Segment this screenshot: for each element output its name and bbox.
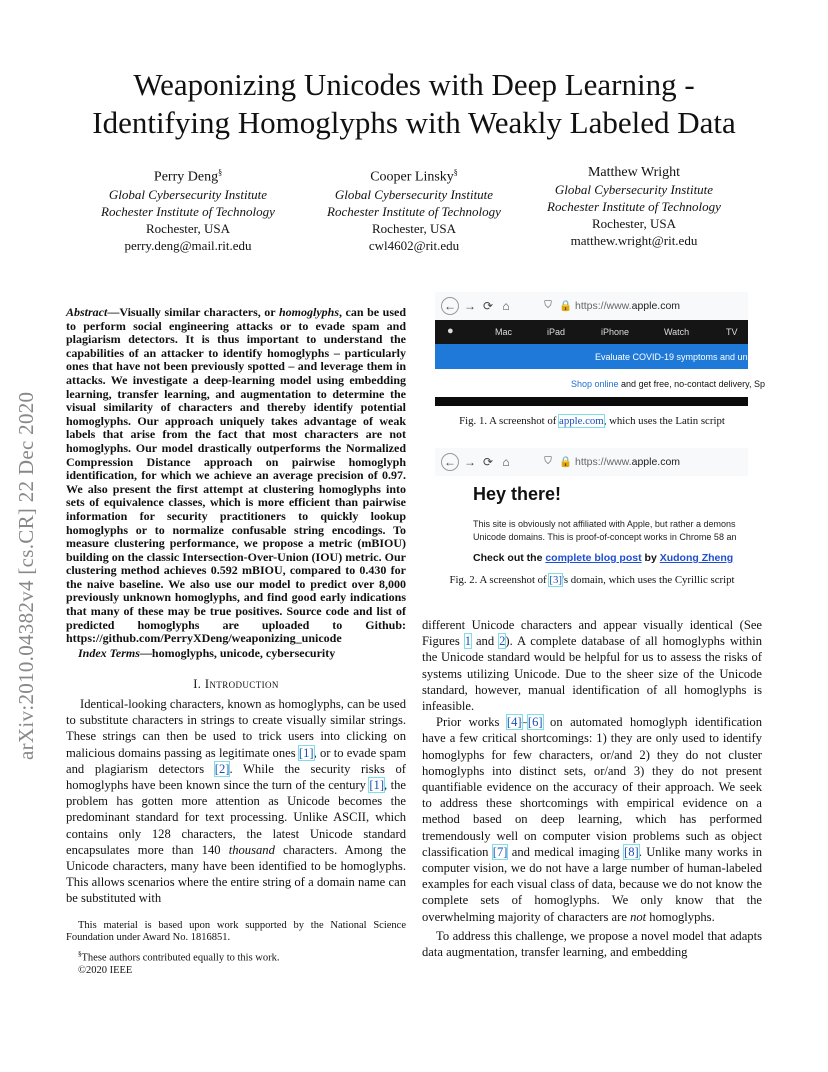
address-bar[interactable]: 🔒 https://www.apple.com <box>559 300 681 312</box>
citation-link[interactable]: [7] <box>492 844 508 859</box>
promo-strip: Shop online and get free, no-contact delivery, Sp <box>571 379 765 389</box>
abstract-text: , can be used to perform social engineering attacks or to evade spam and plagiarism detectors. It is thus important to understand the capabilities of an attacker to identify homoglyphs – particularly ones that have not been previously spotted – and leverage them in attacks. We investigate a deep-learning model using embedding learning, transfer learning, and augmentation to determine the visual similarity of characters and thereby identify potential homoglyphs. Our approach uniquely takes advantage of weak labels that arise from the fact that most characters are not homoglyphs. Our model drastically outperforms the Normalized Compression Distance approach on pairwise homoglyph identification, for which we achieve an average precision of 0.97. We also present the first attempt at clustering homoglyphs into sets of equivalence classes, which is more efficient than pairwise information for security practitioners to quickly lookup homoglyphs or to normalize confusable string encodings. To measure clustering performance, we propose a metric (mBIOU) building on the classic Intersection-Over-Union (IOU) metric. Our clustering method achieves 0.592 mBIOU, compared to 0.430 for the naive baseline. We also use our model to predict over 8,000 previously unknown homoglyphs, and find good early indications that many of these may be true positives. Source code and list of predicted homoglyphs are uploaded to Github: https://github.com/PerryXDeng/weaponizing_unicode <box>66 305 406 646</box>
paragraph: Identical-looking characters, known as homoglyphs, can be used to substitute characters in strings to create visually similar strings. These strings can then be used to trick users into clicking on malicious domains passing as legitimate ones [1], or to evade spam and plagiarism detectors [2]. While the security risks of homoglyphs have been known since the turn of the century [1], the problem has gotten more attention as Unicode becomes the predominant standard for text processing. Unlike ASCII, which contains only 128 characters, the latest Unicode standard encapsulates more than 140 thousand characters. Among the Unicode characters, many have been identified to be homoglyphs. This allows scenarios where the entire string of a domain name can be substituted with <box>66 697 407 906</box>
paragraph: Prior works [4]–[6] on automated homoglyph identification have a few critical shortcomings: 1) they are only used to identify homoglyphs for few characters, or/and 2) they do not cluster homoglyphs into distinct sets, or/and 3) they do not present quantifiable evidence on the accuracy of their approach. We seek to address these shortcomings with empirical evidence on a method based on deep learning, which has performed tremendously well on computer vision problems such as object classification [7] and medical imaging [8]. Unlike many works in computer vision, we do not have a large number of human-labeled examples for each visual class of data, because we do not know the complete sets of homoglyphs. We only know that the overwhelming majority of characters are not homoglyphs. <box>422 715 762 924</box>
author-institute: Global Cybersecurity Institute <box>334 186 494 202</box>
author-name: Cooper Linsky <box>370 169 454 185</box>
address-bar[interactable]: 🔒 https://www.apple.com <box>559 456 681 468</box>
citation-link[interactable]: [4] <box>506 715 522 730</box>
author-school: Rochester Institute of Technology <box>547 199 721 214</box>
citation-link[interactable]: [2] <box>214 761 230 776</box>
reload-icon[interactable]: ⟳ <box>482 299 494 313</box>
citation-link[interactable]: [8] <box>624 844 639 859</box>
author-block-3 <box>519 164 749 249</box>
footnotes <box>66 920 406 977</box>
back-arrow-icon[interactable]: ← <box>441 297 459 315</box>
demo-text: This site is obviously not affiliated with Apple, but rather a demons Unicode domains. This is proof-of-concept works in Chrome 58 an <box>473 519 737 542</box>
paragraph: different Unicode characters and appear visually identical (See Figures 1 and 2). A complete database of all homoglyphs within the Unicode standard would be helpful for us to assess the risks of systems utilizing Unicode. Due to the sheer size of the Unicode standard, however, manual identification of all homoglyphs is infeasible. <box>422 618 762 714</box>
nav-item[interactable]: Watch <box>664 327 690 337</box>
forward-arrow-icon[interactable]: → <box>464 455 476 469</box>
figure-ref-link[interactable]: 2 <box>499 634 506 649</box>
covid-banner[interactable]: Evaluate COVID-19 symptoms and unders <box>435 344 748 369</box>
abstract-text: —Visually similar characters, or <box>107 305 279 319</box>
shop-online-link[interactable]: Shop online <box>571 379 619 389</box>
lock-icon: 🔒 <box>559 300 573 312</box>
citation-link[interactable]: [3] <box>549 574 562 586</box>
arxiv-stamp: arXiv:2010.04382v4 [cs.CR] 22 Dec 2020 <box>14 391 38 760</box>
author-block-2 <box>299 164 529 254</box>
author-block-1 <box>73 164 303 254</box>
reload-icon[interactable]: ⟳ <box>482 455 494 469</box>
copyright-notice: ©2020 IEEE <box>78 964 133 976</box>
author-school: Rochester Institute of Technology <box>327 203 501 219</box>
author-name: Matthew Wright <box>587 165 681 180</box>
author-name: Perry Deng <box>153 169 219 185</box>
figure-1-caption: Fig. 1. A screenshot of apple.com, which uses the Latin script <box>459 415 725 427</box>
abstract-emphasis: homoglyphs <box>278 305 339 319</box>
abstract <box>66 306 406 646</box>
hey-heading: Hey there! <box>473 484 562 504</box>
nav-item[interactable]: TV <box>726 327 738 337</box>
intro-right-column <box>422 617 762 960</box>
index-terms <box>66 646 406 661</box>
equal-contribution-mark: § <box>453 168 458 177</box>
nav-item[interactable]: iPhone <box>601 327 630 337</box>
citation-link[interactable]: [6] <box>527 715 543 730</box>
funding-footnote: This material is based upon work supported by the National Science Foundation under Award No. 1816851. <box>66 920 406 944</box>
footer-strip <box>435 397 748 406</box>
browser-toolbar <box>435 292 748 320</box>
figure-2-caption: Fig. 2. A screenshot of [3]'s domain, which uses the Cyrillic script <box>449 574 735 586</box>
author-email[interactable]: cwl4602@rit.edu <box>368 237 460 253</box>
author-email[interactable]: perry.deng@mail.rit.edu <box>124 237 252 253</box>
paragraph: To address this challenge, we propose a novel model that adapts data augmentation, transfer learning, and embedding <box>422 928 762 960</box>
browser-toolbar <box>435 448 748 476</box>
author-institute: Global Cybersecurity Institute <box>108 186 268 202</box>
author-location: Rochester, USA <box>146 220 230 236</box>
author-school: Rochester Institute of Technology <box>101 203 275 219</box>
section-title: Introduction <box>204 677 279 691</box>
intro-left-column <box>66 696 406 907</box>
abstract-label: Abstract <box>66 305 108 319</box>
figure-ref-link[interactable]: 1 <box>464 634 472 649</box>
shield-icon: ⛉ <box>544 300 552 311</box>
author-institute: Global Cybersecurity Institute <box>554 182 714 197</box>
forward-arrow-icon[interactable]: → <box>464 299 476 313</box>
section-heading <box>66 677 406 692</box>
index-terms-text: —homoglyphs, unicode, cybersecurity <box>139 646 336 660</box>
figure-1-screenshot <box>435 292 766 408</box>
title-line-2: Identifying Homoglyphs with Weakly Labeled Data <box>92 105 736 140</box>
home-icon[interactable]: ⌂ <box>502 455 510 469</box>
apple-logo-icon[interactable]: ● <box>447 325 454 337</box>
home-icon[interactable]: ⌂ <box>502 299 510 313</box>
blog-line: Check out the complete blog post by Xudong Zheng <box>473 552 734 564</box>
blog-post-link[interactable]: complete blog post <box>545 552 642 564</box>
lock-icon: 🔒 <box>559 456 573 468</box>
citation-link[interactable]: [1] <box>369 778 385 793</box>
back-arrow-icon[interactable]: ← <box>441 453 459 471</box>
author-email[interactable]: matthew.wright@rit.edu <box>570 233 698 248</box>
section-number: I. <box>193 677 202 691</box>
figure-2-screenshot <box>435 448 748 570</box>
citation-link[interactable]: [1] <box>298 745 314 760</box>
equal-contribution-footnote: §These authors contributed equally to this work. <box>78 949 280 964</box>
nav-item[interactable]: iPad <box>547 327 566 337</box>
paper-title <box>0 66 828 142</box>
equal-contribution-mark: § <box>218 168 223 177</box>
author-location: Rochester, USA <box>372 220 456 236</box>
author-link[interactable]: Xudong Zheng <box>659 552 734 564</box>
author-location: Rochester, USA <box>592 216 676 231</box>
apple-link[interactable]: apple.com <box>559 415 604 427</box>
nav-item[interactable]: Mac <box>495 327 513 337</box>
apple-nav-bar <box>435 320 748 344</box>
title-line-1: Weaponizing Unicodes with Deep Learning - <box>133 67 695 102</box>
shield-icon: ⛉ <box>544 456 552 467</box>
index-terms-label: Index Terms <box>78 646 140 660</box>
